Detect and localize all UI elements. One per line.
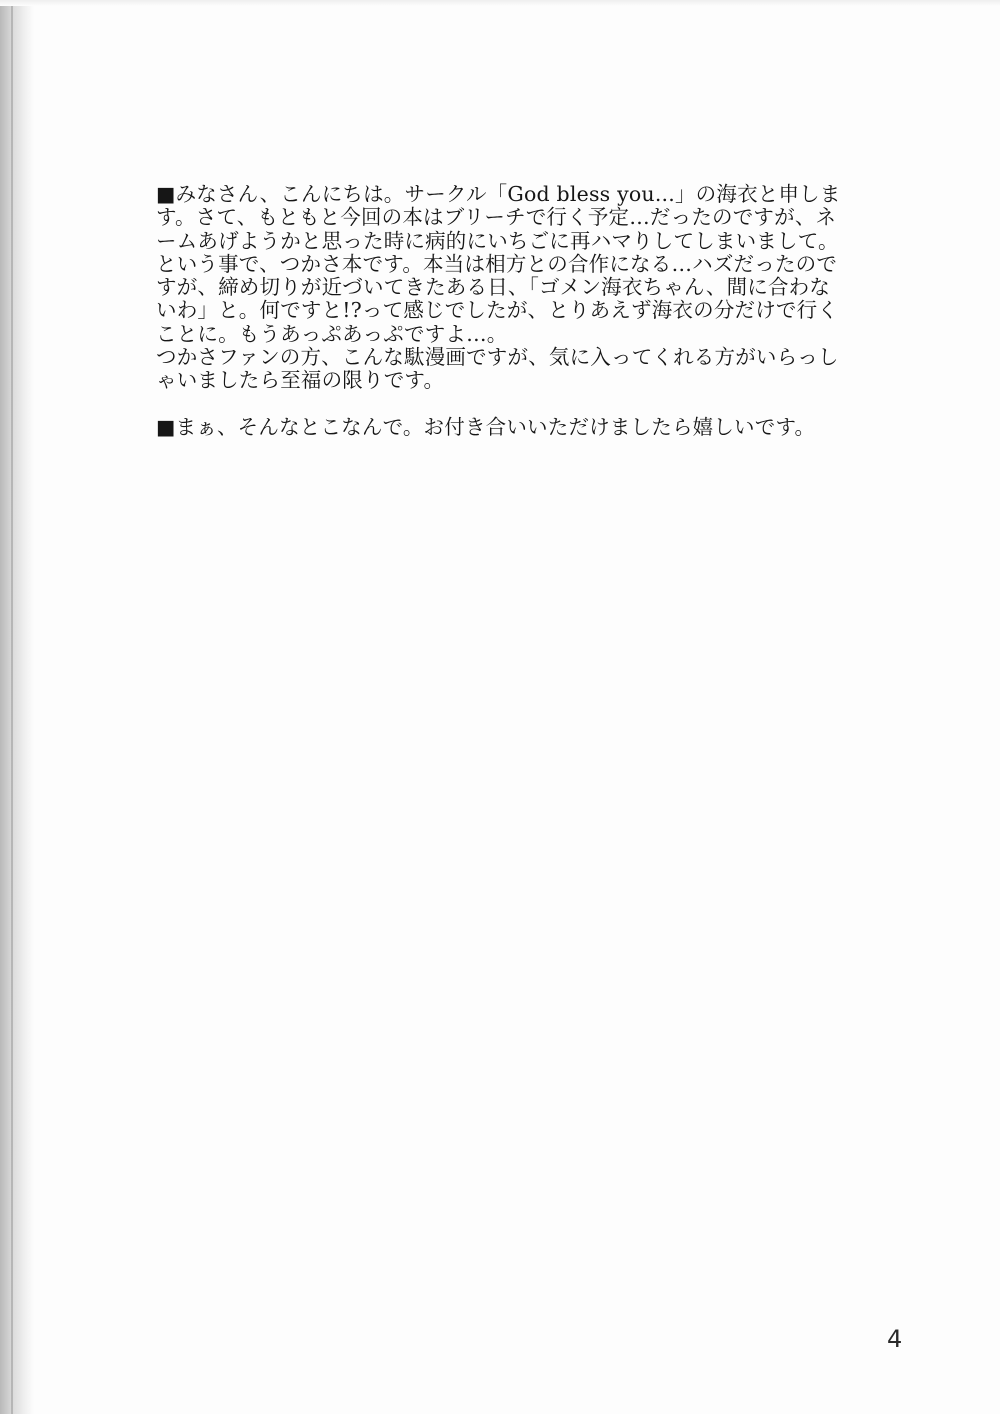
binding-edge-line	[11, 0, 13, 1414]
top-edge-shade	[0, 0, 1000, 6]
text-line: すが、締め切りが近づいてきたある日、「ゴメン海衣ちゃん、間に合わな	[156, 275, 831, 300]
page-number: 4	[887, 1325, 903, 1353]
paragraph-intro	[156, 183, 916, 393]
text-line: す。さて、もともと今回の本はブリーチで行く予定…だったのですが、ネ	[156, 205, 837, 230]
text-line: ゃいましたら至福の限りです。	[156, 368, 445, 393]
text-line: という事で、つかさ本です。本当は相方との合作になる…ハズだったので	[156, 251, 838, 276]
text-line: ことに。もうあっぷあっぷですよ…。	[156, 321, 508, 346]
text-line: つかさファンの方、こんな駄漫画ですが、気に入ってくれる方がいらっし	[156, 345, 839, 370]
text-line: ■みなさん、こんにちは。サークル「God bless you...」の海衣と申しま	[156, 182, 841, 206]
paragraph-spacer	[156, 393, 916, 416]
afterword-text	[156, 183, 916, 439]
text-line: ■まぁ、そんなとこなんで。お付き合いいただけましたら嬉しいです。	[156, 414, 816, 439]
paragraph-closing	[156, 416, 916, 439]
text-line: いわ」と。何ですと!?って感じでしたが、とりあえず海衣の分だけで行く	[156, 298, 839, 323]
binding-edge-shadow	[0, 0, 34, 1414]
text-line: ームあげようかと思った時に病的にいちごに再ハマりしてしまいまして。	[156, 228, 839, 253]
